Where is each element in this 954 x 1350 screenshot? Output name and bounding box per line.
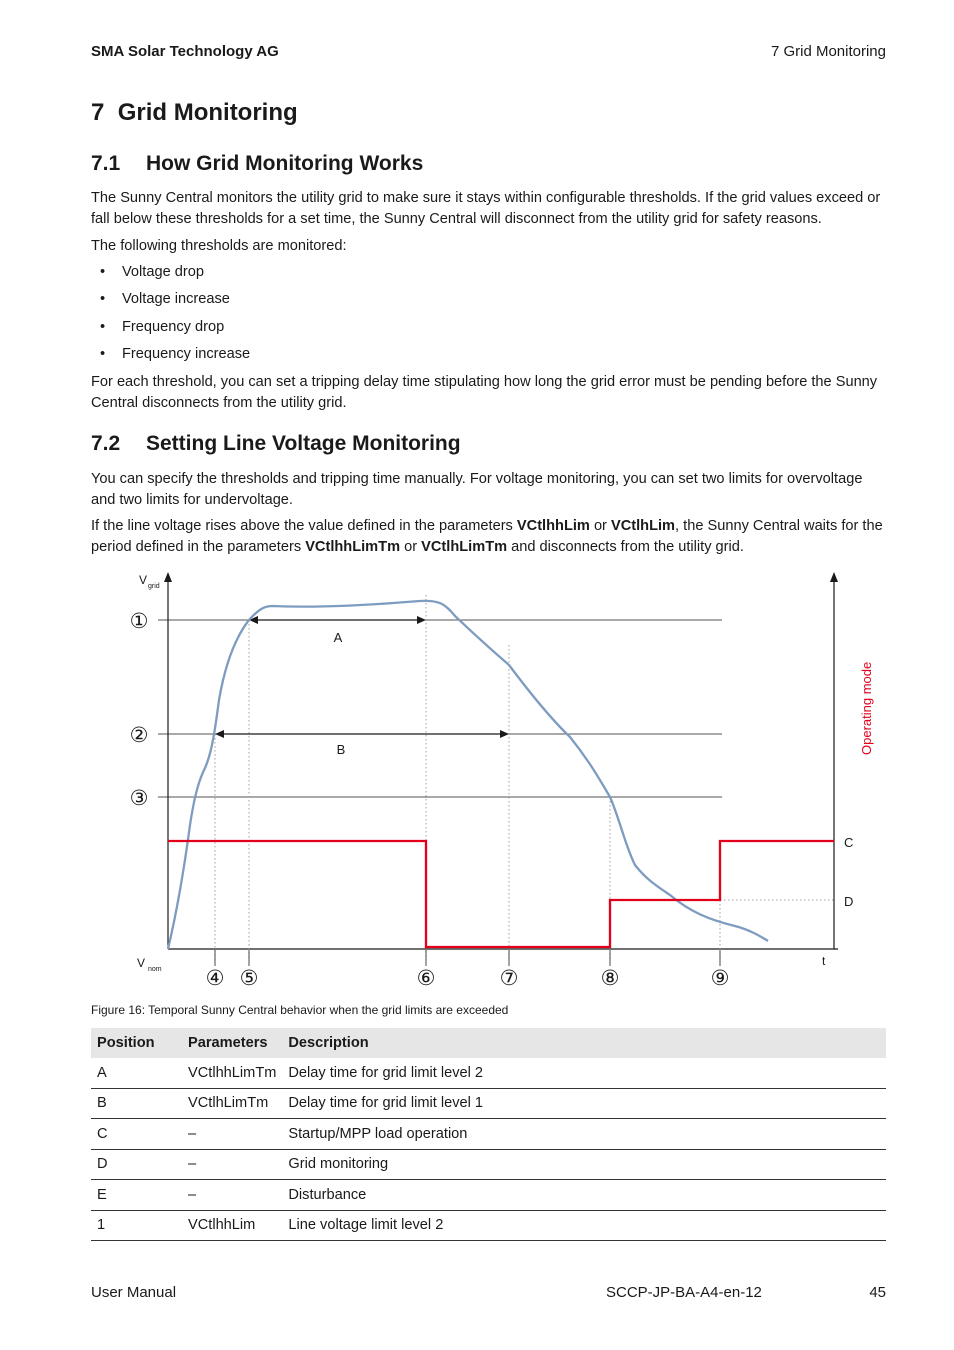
section-7-1-heading [91, 152, 423, 176]
x-axis-label: t [822, 954, 826, 968]
table-cell: B [91, 1088, 182, 1119]
footer-page-number: 45 [869, 1284, 886, 1301]
grid-monitoring-figure [0, 560, 954, 1000]
table-row [91, 1119, 886, 1150]
column-header: Position [91, 1028, 182, 1058]
time-marker-4: ④ [205, 967, 225, 990]
time-marker-9: ⑨ [710, 967, 730, 990]
table-header-row [91, 1028, 886, 1058]
table-cell: E [91, 1180, 182, 1211]
table-cell: – [182, 1149, 282, 1180]
header-company: SMA Solar Technology AG [91, 43, 279, 60]
section-7-1-title: How Grid Monitoring Works [146, 152, 424, 175]
table-cell: A [91, 1058, 182, 1088]
table-row [91, 1058, 886, 1088]
figure-caption: Figure 16: Temporal Sunny Central behavior when the grid limits are exceeded [91, 1003, 509, 1017]
table-cell: VCtlhLimTm [182, 1088, 282, 1119]
table-cell: Delay time for grid limit level 1 [282, 1088, 886, 1119]
time-marker-lines [215, 595, 834, 960]
y-origin-label: V [137, 956, 146, 970]
section-7-1-para-1: The Sunny Central monitors the utility grid to make sure it stays within configurable thresholds. If the grid values exceed or fall below these thresholds for a set time, the Sunny Central will disconnect from the utility grid for safety reasons. [91, 190, 881, 227]
level-marker-3: ③ [129, 787, 149, 810]
table-cell: C [91, 1119, 182, 1150]
time-marker-6: ⑥ [416, 967, 436, 990]
threshold-list [100, 262, 250, 371]
table-cell: Line voltage limit level 2 [282, 1210, 886, 1241]
section-7-2-number: 7.2 [91, 432, 121, 455]
table-cell: 1 [91, 1210, 182, 1241]
operating-mode-line [168, 841, 834, 947]
section-7-2-title: Setting Line Voltage Monitoring [146, 432, 461, 455]
mode-label-c: C [844, 835, 854, 850]
section-7-1-number: 7.1 [91, 152, 121, 175]
section-7-1-para-3: For each threshold, you can set a tripping delay time stipulating how long the grid error must be pending before the Sunny Central disconnects from the utility grid. [91, 374, 878, 411]
operating-mode-label: Operating mode [859, 661, 874, 755]
time-ticks [215, 950, 720, 966]
voltage-curve [168, 601, 768, 949]
list-item: • Frequency increase [100, 345, 251, 362]
interval-label-b: B [336, 742, 346, 757]
table-row [91, 1210, 886, 1241]
table-row [91, 1149, 886, 1180]
table-cell: Startup/MPP load operation [282, 1119, 886, 1150]
time-marker-8: ⑧ [600, 967, 620, 990]
parameter-table [91, 1028, 886, 1241]
mode-axis-arrow [830, 572, 838, 582]
y-axis-label-sub: grid [148, 583, 160, 590]
y-origin-label-sub: nom [148, 966, 162, 973]
level-marker-2: ② [129, 724, 149, 747]
table-cell: – [182, 1119, 282, 1150]
table-cell: – [182, 1180, 282, 1211]
section-7-2-heading [91, 432, 461, 456]
interval-arrow-b [215, 730, 509, 738]
level-marker-1: ① [129, 610, 149, 633]
table-cell: Grid monitoring [282, 1149, 886, 1180]
table-cell: VCtlhhLim [182, 1210, 282, 1241]
table-cell: Delay time for grid limit level 2 [282, 1058, 886, 1088]
list-item: • Frequency drop [100, 318, 225, 335]
footer-document-id: SCCP-JP-BA-A4-en-12 [606, 1284, 762, 1301]
column-header: Description [282, 1028, 886, 1058]
table-row [91, 1180, 886, 1211]
time-marker-7: ⑦ [499, 967, 519, 990]
table-cell: D [91, 1149, 182, 1180]
section-7-1-para-2: The following thresholds are monitored: [91, 238, 347, 254]
table-cell: VCtlhhLimTm [182, 1058, 282, 1088]
interval-label-a: A [333, 630, 343, 645]
time-marker-5: ⑤ [239, 967, 259, 990]
section-7-2-para-2: If the line voltage rises above the value defined in the parameters VCtlhhLim or VCtlhLim, the Sunny Central waits for the period defined in the parameters VCtlhhLimTm or VCtlhLimTm and disconnects from the utility grid. [91, 518, 883, 555]
header-chapter: 7 Grid Monitoring [770, 43, 886, 60]
list-item: • Voltage drop [100, 264, 204, 280]
table-cell: Disturbance [282, 1180, 886, 1211]
mode-label-d: D [844, 894, 854, 909]
section-7-2-para-1: You can specify the thresholds and tripping time manually. For voltage monitoring, you can set two limits for overvoltage and two limits for undervoltage. [91, 471, 863, 508]
y-axis-arrow [164, 572, 172, 582]
table-row [91, 1088, 886, 1119]
chapter-title [91, 99, 298, 127]
chapter-number: 7 [91, 99, 105, 126]
interval-arrow-a [249, 616, 426, 624]
list-item: • Voltage increase [100, 291, 230, 308]
y-axis-label: V [139, 573, 148, 587]
footer-document-type: User Manual [91, 1284, 177, 1301]
column-header: Parameters [182, 1028, 282, 1058]
chapter-title-text: Grid Monitoring [117, 99, 298, 126]
